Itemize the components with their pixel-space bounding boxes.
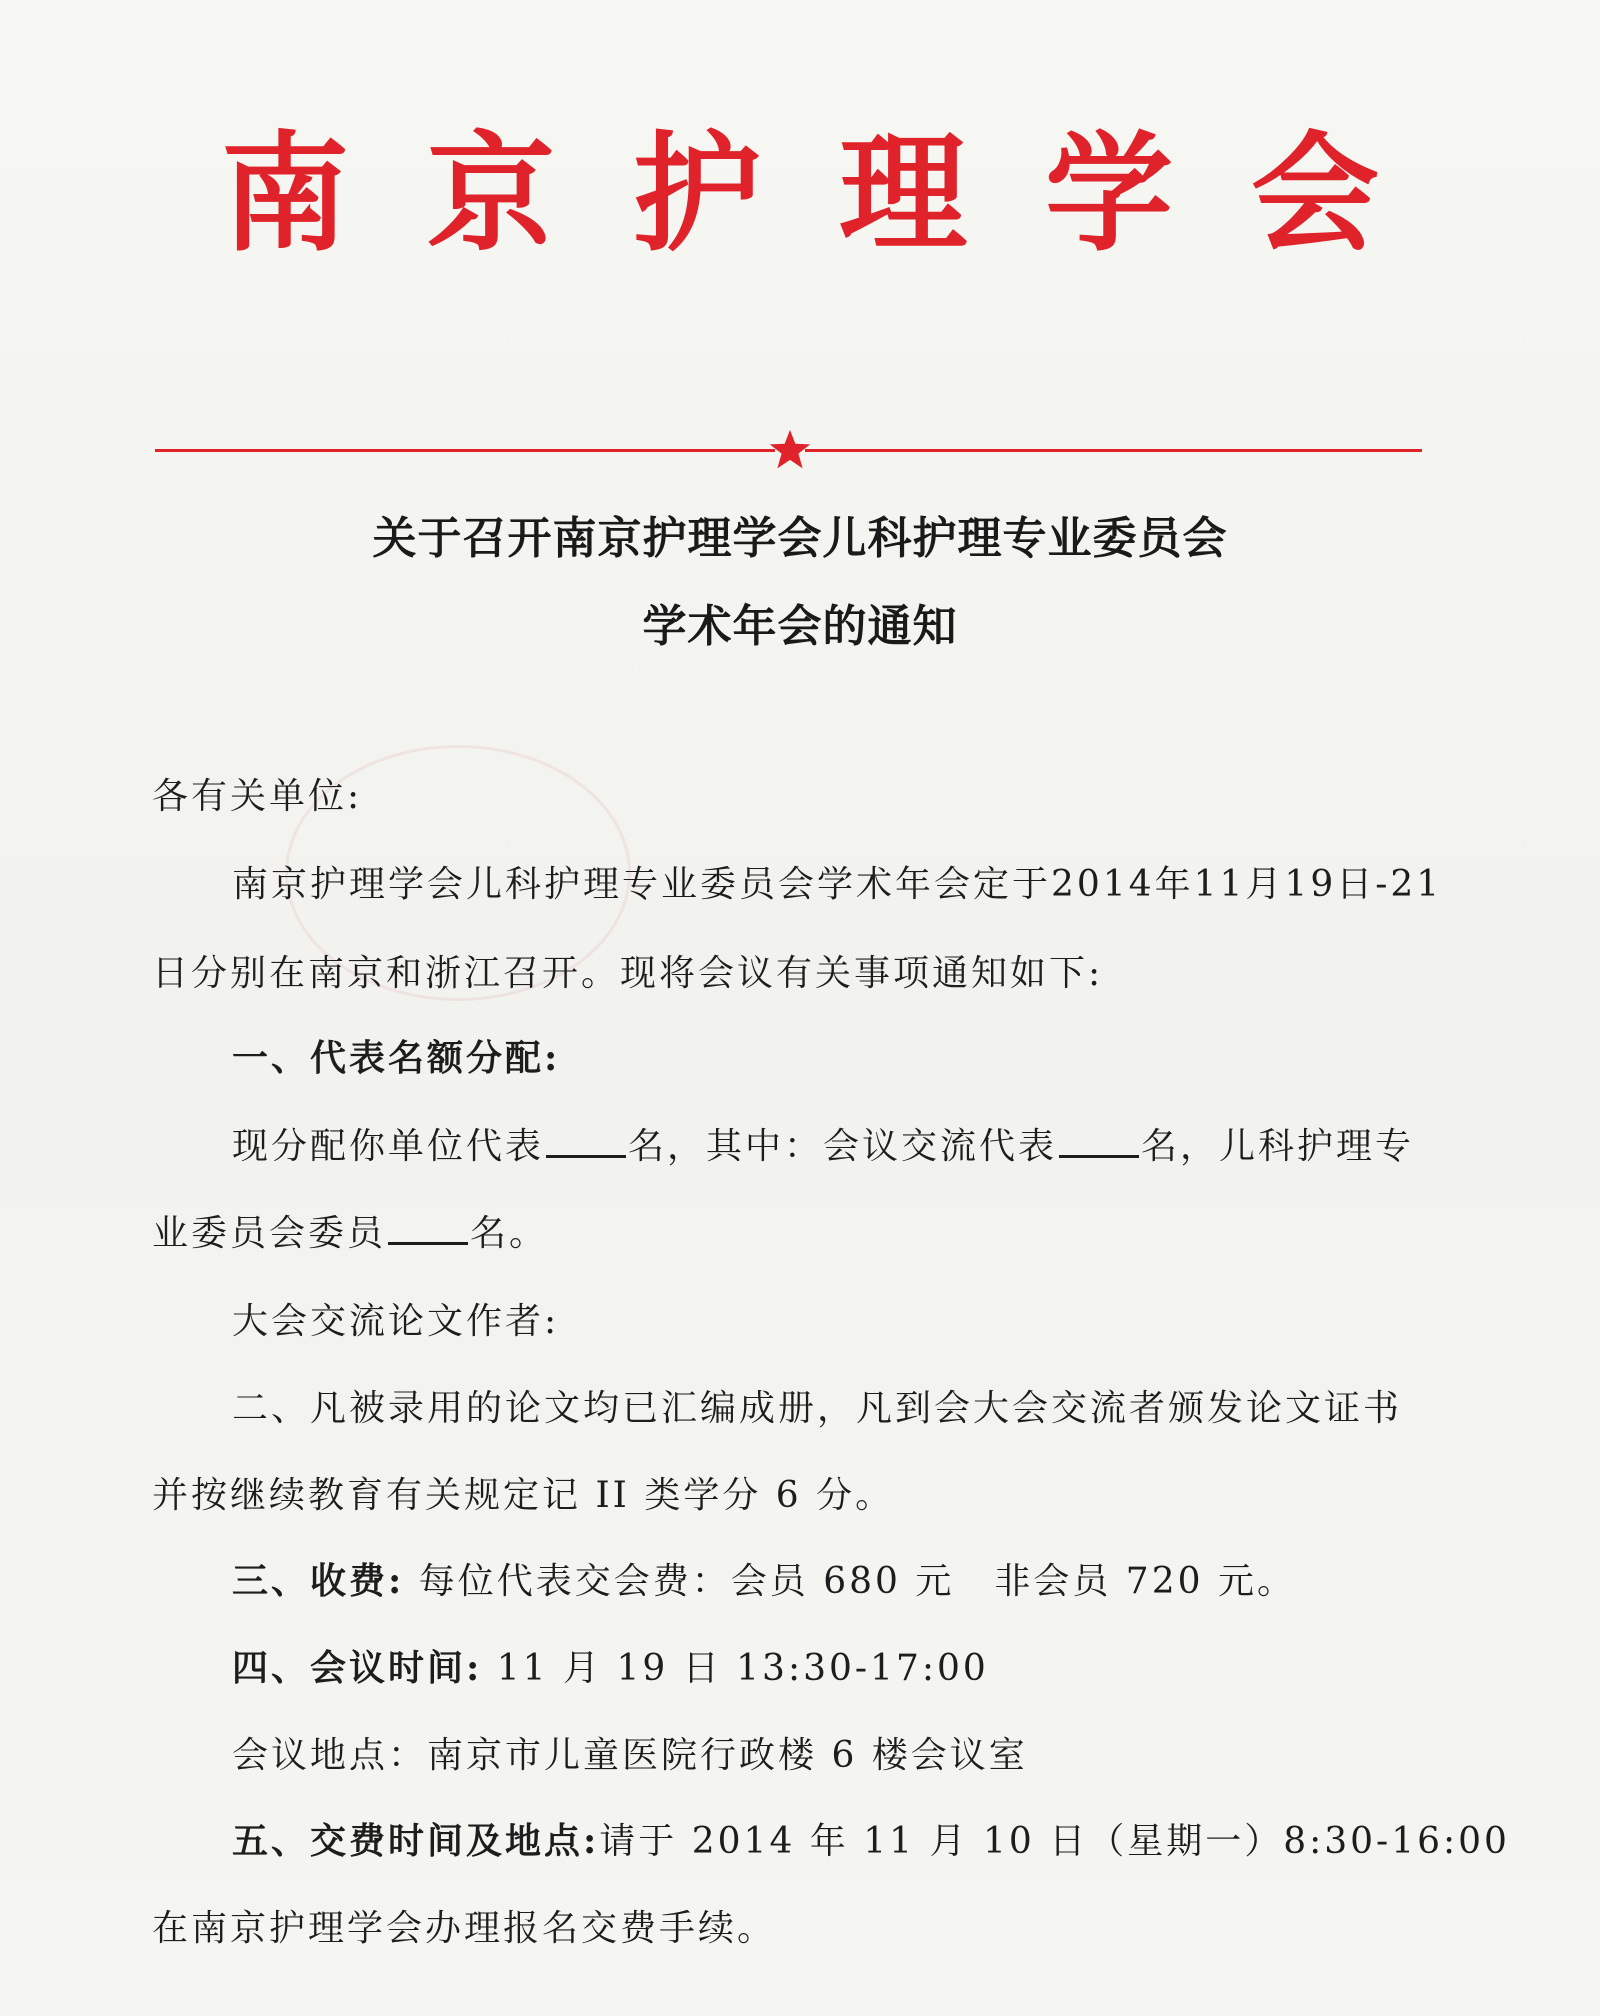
letterhead-rule-left <box>155 449 775 452</box>
notice-title-line-1: 关于召开南京护理学会儿科护理专业委员会 <box>372 513 1228 564</box>
intro-line-1: 南京护理学会儿科护理专业委员会学术年会定于2014年11月19日-21 <box>232 864 1443 905</box>
meeting-time: 11 月 19 日 13:30-17:00 <box>496 1648 989 1689</box>
meeting-location: 会议地点：南京市儿童医院行政楼 6 楼会议室 <box>232 1735 1028 1776</box>
non-member-fee: 非会员 720 元。 <box>994 1561 1296 1602</box>
section-1-heading: 一、代表名额分配: <box>232 1037 561 1079</box>
intro-line-2: 日分别在南京和浙江召开。现将会议有关事项通知如下: <box>152 953 1104 994</box>
section-5-heading: 五、交费时间及地点: <box>232 1820 600 1862</box>
paper-authors-label: 大会交流论文作者: <box>232 1301 560 1342</box>
letterhead-char: 南 <box>220 119 349 269</box>
letterhead-char: 京 <box>426 119 555 269</box>
presenters-blank <box>1059 1125 1139 1158</box>
salutation: 各有关单位: <box>152 776 363 817</box>
section-4-heading: 四、会议时间: <box>232 1647 483 1689</box>
quota-line-1 <box>232 1118 1414 1169</box>
letterhead-char: 学 <box>1044 119 1173 269</box>
quota-text: 业委员会委员 <box>152 1213 387 1254</box>
section-2-line-1: 二、凡被录用的论文均已汇编成册，凡到会大会交流者颁发论文证书 <box>232 1388 1403 1429</box>
section-4-time <box>232 1640 989 1691</box>
letterhead-char: 护 <box>632 119 761 269</box>
quota-line-2 <box>152 1205 548 1256</box>
letterhead-char: 会 <box>1250 119 1379 269</box>
quota-text: 现分配你单位代表 <box>232 1126 545 1167</box>
delegates-blank <box>546 1125 626 1158</box>
notice-title-line-2: 学术年会的通知 <box>642 601 958 652</box>
section-5-line-2: 在南京护理学会办理报名交费手续。 <box>152 1908 777 1949</box>
member-fee: 每位代表交会费：会员 680 元 <box>418 1561 955 1602</box>
section-3-fees <box>232 1553 1296 1604</box>
payment-time: 请于 2014 年 11 月 10 日（星期一）8:30-16:00 <box>599 1821 1510 1862</box>
committee-members-blank <box>388 1212 468 1245</box>
letterhead-title <box>200 119 1400 269</box>
quota-text: 名，其中：会议交流代表 <box>628 1126 1058 1167</box>
section-3-heading: 三、收费: <box>232 1560 405 1602</box>
quota-text: 名，儿科护理专 <box>1141 1126 1415 1167</box>
section-2-line-2: 并按继续教育有关规定记 II 类学分 6 分。 <box>152 1475 895 1516</box>
letterhead-rule-right <box>805 449 1422 452</box>
letterhead-char: 理 <box>838 119 967 269</box>
section-5-payment <box>232 1813 1510 1864</box>
quota-text: 名。 <box>470 1213 549 1254</box>
